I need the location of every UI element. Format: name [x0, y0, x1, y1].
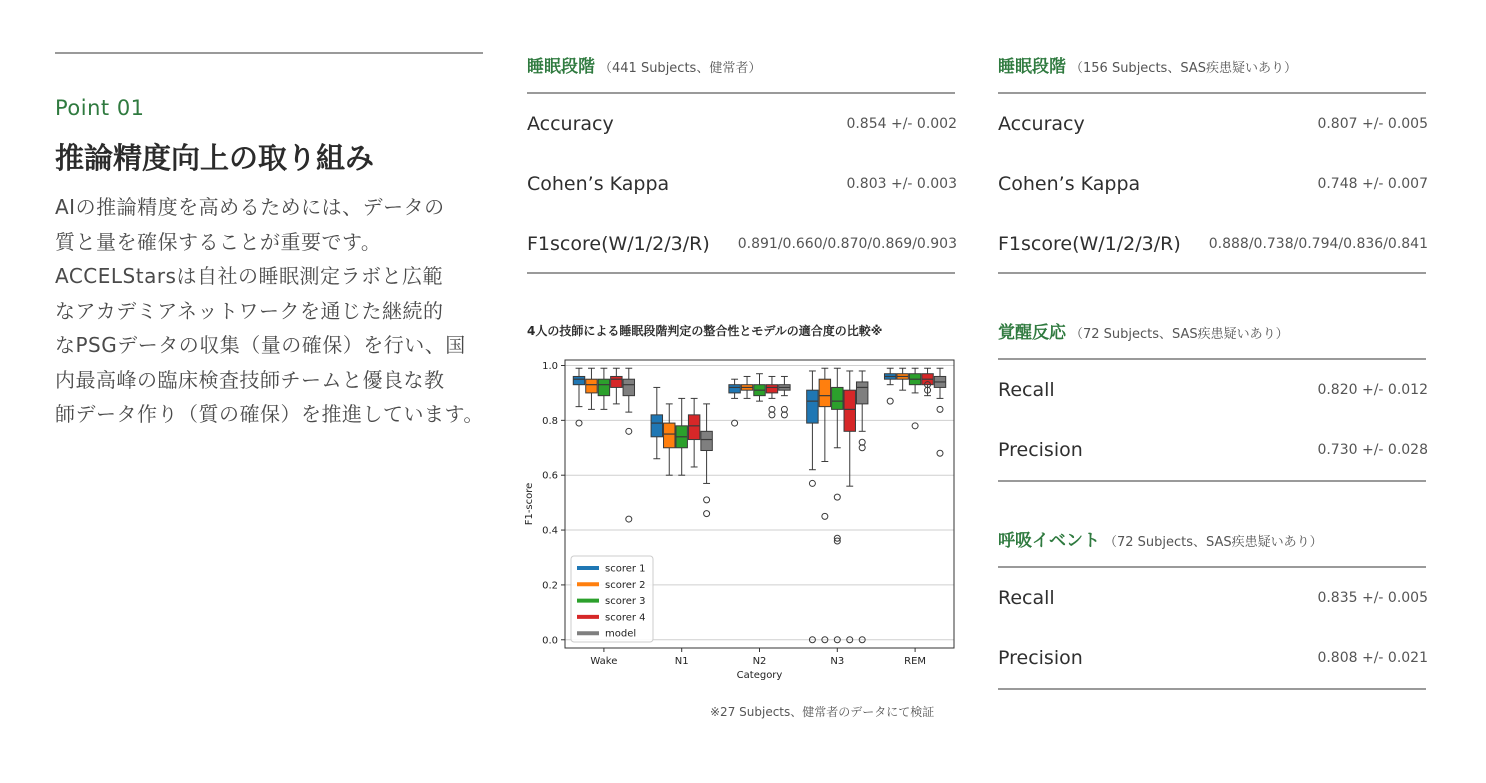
middle-title-sub: （441 Subjects、健常者） [599, 61, 762, 76]
metric-row [998, 109, 1428, 139]
y-tick-label: 0.4 [542, 525, 558, 537]
x-tick-label: Wake [590, 656, 618, 667]
footnote: ※27 Subjects、健常者のデータにて検証 [710, 705, 935, 719]
divider [998, 272, 1426, 274]
metric-label: Recall [998, 379, 1055, 401]
box-scorer-2 [664, 423, 675, 448]
metric-value: 0.854 +/- 0.002 [846, 116, 957, 132]
metric-label: Accuracy [998, 113, 1085, 135]
outlier-point [626, 516, 632, 522]
section-title-sub: （72 Subjects、SAS疾患疑いあり） [1070, 327, 1289, 342]
outlier-point [626, 428, 632, 434]
legend-label: scorer 4 [605, 612, 646, 624]
metric-label: Precision [998, 647, 1083, 669]
x-tick-label: N1 [674, 656, 689, 667]
divider [998, 566, 1426, 568]
body-line: 質と量を確保することが重要です。 [55, 229, 382, 254]
divider [527, 92, 955, 94]
metric-value: 0.835 +/- 0.005 [1317, 590, 1428, 606]
divider [998, 480, 1426, 482]
outlier-point [704, 511, 710, 517]
body-text [55, 190, 495, 432]
section-title-sub: （156 Subjects、SAS疾患疑いあり） [1070, 61, 1297, 76]
metric-label: Precision [998, 439, 1083, 461]
y-tick-label: 0.2 [542, 580, 558, 592]
section-title-main: 睡眠段階 [998, 57, 1066, 77]
y-tick-label: 0.8 [542, 415, 558, 427]
x-tick-label: N2 [752, 656, 767, 667]
box-scorer-1 [573, 376, 584, 384]
section-title-main: 呼吸イベント [998, 531, 1100, 551]
box-scorer-4 [766, 385, 777, 393]
outlier-point [937, 406, 943, 412]
metric-label: Accuracy [527, 113, 614, 135]
point-label: Point 01 [55, 96, 145, 120]
box-model [856, 382, 867, 404]
legend-label: scorer 3 [605, 596, 646, 608]
metric-value: 0.748 +/- 0.007 [1317, 176, 1428, 192]
section-title-sub: （72 Subjects、SAS疾患疑いあり） [1104, 535, 1323, 550]
box-scorer-2 [586, 379, 597, 393]
metric-label: Cohen’s Kappa [998, 173, 1141, 195]
metric-row [527, 109, 957, 139]
metric-value: 0.820 +/- 0.012 [1317, 382, 1428, 398]
divider [527, 272, 955, 274]
metric-label: Cohen’s Kappa [527, 173, 670, 195]
body-line: 師データ作り（質の確保）を推進しています。 [55, 402, 484, 426]
box-scorer-4 [611, 376, 622, 387]
metric-row [998, 169, 1428, 199]
metric-row [527, 169, 957, 199]
metric-label: F1score(W/1/2/3/R) [998, 233, 1181, 255]
outlier-point [732, 420, 738, 426]
right-section-title [998, 318, 1289, 343]
outlier-point [912, 423, 918, 429]
divider [998, 92, 1426, 94]
divider [998, 358, 1426, 360]
metric-value: 0.891/0.660/0.870/0.869/0.903 [737, 236, 957, 252]
metric-value: 0.730 +/- 0.028 [1317, 442, 1428, 458]
metric-row [998, 375, 1428, 405]
metric-value: 0.803 +/- 0.003 [846, 176, 957, 192]
body-line: AIの推論精度を高めるためには、データの [55, 195, 445, 219]
metric-label: F1score(W/1/2/3/R) [527, 233, 710, 255]
y-tick-label: 1.0 [542, 360, 558, 372]
box-scorer-3 [598, 379, 609, 395]
y-tick-label: 0.0 [542, 635, 558, 647]
right-section-title [998, 52, 1297, 77]
legend-label: scorer 1 [605, 563, 646, 575]
outlier-point [704, 497, 710, 503]
outlier-point [834, 494, 840, 500]
right-section-title [998, 526, 1323, 551]
y-axis-label: F1-score [524, 482, 535, 526]
body-line: なアカデミアネットワークを通じた継続的 [55, 298, 444, 323]
metric-value: 0.807 +/- 0.005 [1317, 116, 1428, 132]
box-scorer-4 [844, 390, 855, 431]
box-scorer-4 [688, 415, 699, 440]
metric-row [998, 583, 1428, 613]
outlier-point [937, 450, 943, 456]
left-top-divider [55, 52, 483, 54]
section-heading: 推論精度向上の取り組み [55, 141, 375, 175]
metric-row [998, 229, 1428, 259]
body-line: なPSGデータの収集（量の確保）を行い、国 [55, 333, 466, 357]
metric-label: Recall [998, 587, 1055, 609]
legend-label: model [605, 628, 637, 640]
x-tick-label: N3 [830, 656, 845, 667]
metric-value: 0.888/0.738/0.794/0.836/0.841 [1208, 236, 1428, 252]
outlier-point [887, 398, 893, 404]
metric-row [527, 229, 957, 259]
y-tick-label: 0.6 [542, 470, 558, 482]
middle-title-main: 睡眠段階 [527, 57, 595, 77]
divider [998, 688, 1426, 690]
middle-section-title [527, 52, 761, 77]
metric-row [998, 435, 1428, 465]
section-title-main: 覚醒反応 [998, 323, 1066, 343]
box-scorer-2 [819, 379, 830, 406]
box-scorer-1 [807, 390, 818, 423]
body-line: 内最高峰の臨床検査技師チームと優良な教 [55, 367, 445, 392]
box-model [623, 379, 634, 395]
metric-row [998, 643, 1428, 673]
box-scorer-1 [651, 415, 662, 437]
box-model [701, 431, 712, 450]
x-tick-label: REM [904, 656, 927, 667]
outlier-point [809, 480, 815, 486]
f1-boxplot-chart [520, 355, 965, 690]
outlier-point [576, 420, 582, 426]
body-line: ACCELStarsは自社の睡眠測定ラボと広範 [55, 264, 443, 288]
outlier-point [822, 513, 828, 519]
box-scorer-3 [832, 387, 843, 409]
x-axis-label: Category [736, 670, 783, 681]
chart-title: 4人の技師による睡眠段階判定の整合性とモデルの適合度の比較※ [527, 324, 883, 338]
legend-label: scorer 2 [605, 579, 646, 591]
box-scorer-1 [729, 385, 740, 393]
metric-value: 0.808 +/- 0.021 [1317, 650, 1428, 666]
